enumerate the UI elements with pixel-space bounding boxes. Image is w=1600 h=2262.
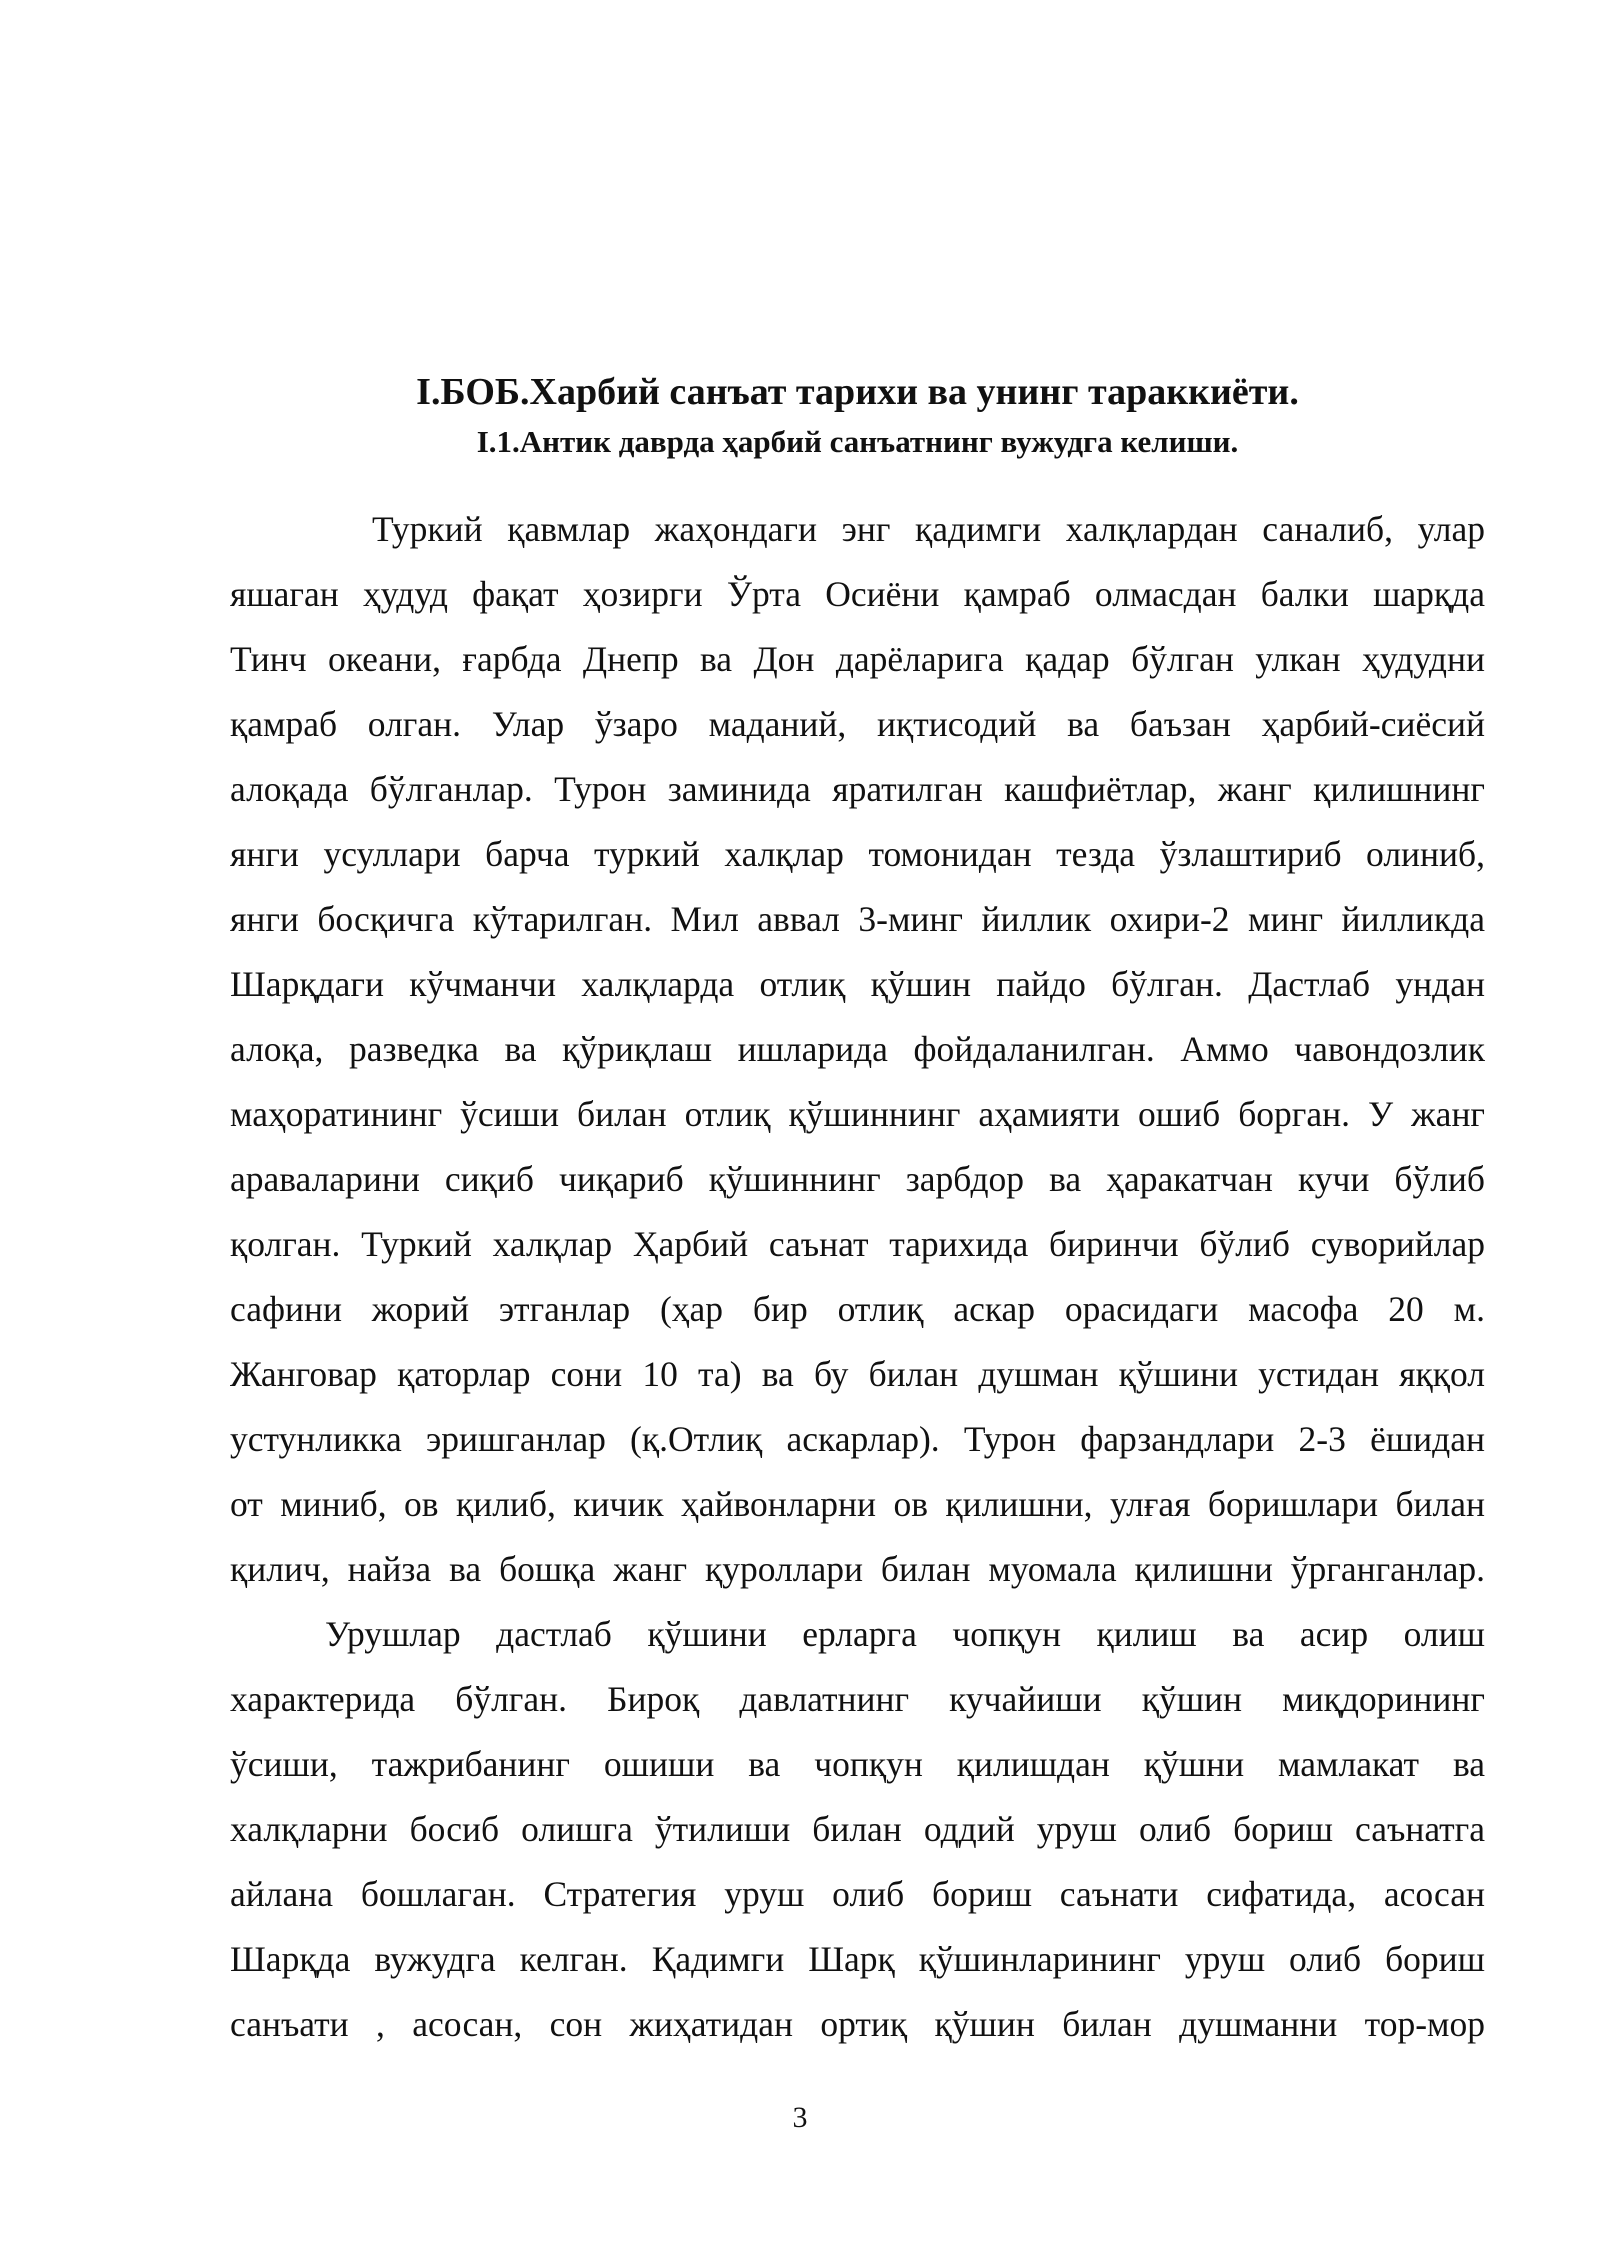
paragraph-line: сафини жорий этганлар (ҳар бир отлиқ аскар орасидаги масофа 20 м. <box>230 1289 1485 1329</box>
paragraph-2 <box>230 1602 1485 2057</box>
paragraph-line: Тинч океани, ғарбда Днепр ва Дон дарёларига қадар бўлган улкан ҳудудни <box>230 639 1485 679</box>
paragraph-line: от миниб, ов қилиб, кичик ҳайвонларни ов қилишни, улғая боришлари билан <box>230 1484 1485 1524</box>
section-title: I.1.Антик даврда ҳарбий санъатнинг вужудга келиши. <box>476 424 1239 459</box>
paragraph-line: халқларни босиб олишга ўтилиши билан оддий уруш олиб бориш саънатга <box>230 1809 1485 1849</box>
paragraph-line: айлана бошлаган. Стратегия уруш олиб бориш саънати сифатида, асосан <box>230 1874 1485 1914</box>
paragraph-line: Урушлар дастлаб қўшини ерларга чопқун қилиш ва асир олиш <box>325 1614 1485 1654</box>
paragraph-line: қилич, найза ва бошқа жанг қуроллари билан муомала қилишни ўрганганлар. <box>230 1549 1485 1589</box>
paragraph-line: Жанговар қаторлар сони 10 та) ва бу билан душман қўшини устидан яққол <box>230 1354 1485 1394</box>
paragraph-line: ўсиши, тажрибанинг ошиши ва чопқун қилишдан қўшни мамлакат ва <box>230 1744 1485 1784</box>
paragraph-1 <box>230 497 1485 1602</box>
paragraph-line: Туркий қавмлар жаҳондаги энг қадимги халқлардан саналиб, улар <box>372 509 1485 549</box>
paragraph-line: яшаган ҳудуд фақат ҳозирги Ўрта Осиёни қамраб олмасдан балки шарқда <box>230 574 1485 614</box>
paragraph-line: алоқада бўлганлар. Турон заминида яратилган кашфиётлар, жанг қилишнинг <box>230 769 1485 809</box>
paragraph-line: янги усуллари барча туркий халқлар томонидан тезда ўзлаштириб олиниб, <box>230 834 1485 874</box>
paragraph-line: қамраб олган. Улар ўзаро маданий, иқтисодий ва баъзан ҳарбий-сиёсий <box>230 704 1485 744</box>
paragraph-line: араваларини сиқиб чиқариб қўшиннинг зарбдор ва ҳаракатчан кучи бўлиб <box>230 1159 1485 1199</box>
paragraph-line: устунликка эришганлар (қ.Отлиқ аскарлар). Турон фарзандлари 2-3 ёшидан <box>230 1419 1485 1459</box>
paragraph-line: характерида бўлган. Бироқ давлатнинг кучайиши қўшин миқдорининг <box>230 1679 1485 1719</box>
paragraph-line: Шарқда вужудга келган. Қадимги Шарқ қўшинларининг уруш олиб бориш <box>230 1939 1485 1979</box>
page-number: 3 <box>792 2101 808 2134</box>
paragraph-line: янги босқичга кўтарилган. Мил аввал 3-минг йиллик охири-2 минг йилликда <box>230 899 1485 939</box>
paragraph-line: қолган. Туркий халқлар Ҳарбий саънат тарихида биринчи бўлиб суворийлар <box>230 1224 1485 1264</box>
paragraph-line: алоқа, разведка ва қўриқлаш ишларида фойдаланилган. Аммо чавондозлик <box>230 1029 1485 1069</box>
paragraph-line: санъати , асосан, сон жиҳатидан ортиқ қўшин билан душманни тор-мор <box>230 2004 1485 2044</box>
paragraph-line: маҳоратининг ўсиши билан отлиқ қўшиннинг аҳамияти ошиб борган. У жанг <box>230 1094 1485 1134</box>
paragraph-line: Шарқдаги кўчманчи халқларда отлиқ қўшин пайдо бўлган. Дастлаб ундан <box>230 964 1485 1004</box>
chapter-title: I.БОБ.Харбий санъат тарихи ва унинг тараккиёти. <box>416 371 1299 413</box>
